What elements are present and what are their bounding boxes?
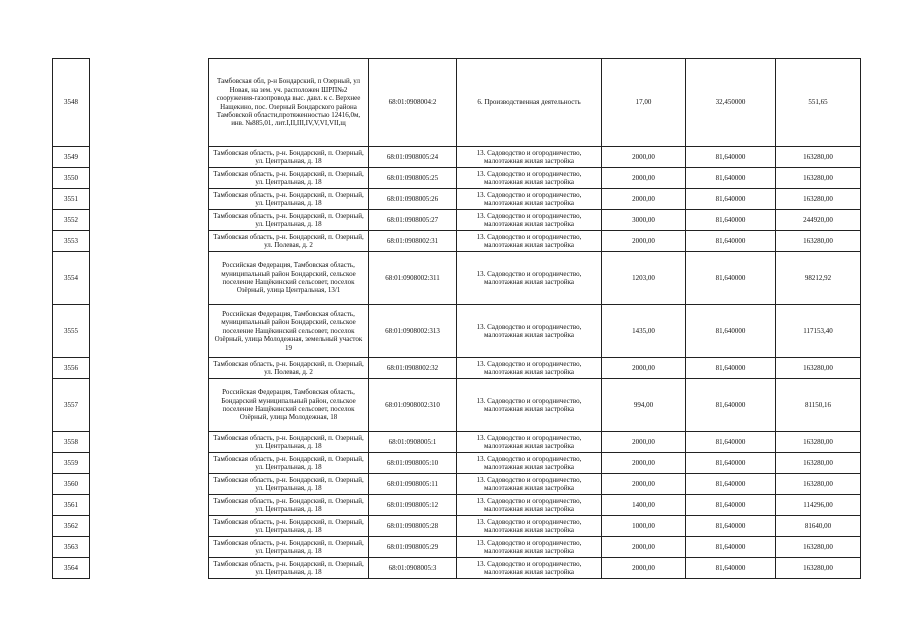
rate-cell: 81,640000	[686, 231, 776, 252]
cadastral-value-cell: 163280,00	[776, 189, 861, 210]
address-cell: Тамбовская область, р-н. Бондарский, п. Озерный, ул. Центральная, д. 18	[209, 558, 369, 579]
land-use-cell: 13. Садоводство и огородничество, малоэтажная жилая застройка	[457, 210, 602, 231]
rate-cell: 81,640000	[686, 252, 776, 305]
area-cell: 2000,00	[602, 189, 686, 210]
cadastral-value-cell: 81640,00	[776, 516, 861, 537]
cadastral-number-cell: 68:01:0908005:1	[369, 432, 457, 453]
row-number: 3554	[53, 252, 90, 305]
cadastral-number-cell: 68:01:0908005:10	[369, 453, 457, 474]
cadastral-value-cell: 244920,00	[776, 210, 861, 231]
table-body	[53, 59, 861, 579]
table-row	[53, 358, 861, 379]
rate-cell: 81,640000	[686, 379, 776, 432]
row-number: 3550	[53, 168, 90, 189]
rate-cell: 81,640000	[686, 305, 776, 358]
row-number: 3564	[53, 558, 90, 579]
table-row	[53, 379, 861, 432]
area-cell: 2000,00	[602, 358, 686, 379]
empty-column	[90, 252, 209, 305]
cadastral-value-cell: 163280,00	[776, 537, 861, 558]
cadastral-value-cell: 163280,00	[776, 147, 861, 168]
rate-cell: 81,640000	[686, 537, 776, 558]
empty-column	[90, 558, 209, 579]
rate-cell: 81,640000	[686, 474, 776, 495]
address-cell: Тамбовская область, р-н. Бондарский, п. Озерный, ул. Центральная, д. 18	[209, 537, 369, 558]
empty-column	[90, 358, 209, 379]
rate-cell: 81,640000	[686, 168, 776, 189]
land-use-cell: 13. Садоводство и огородничество, малоэтажная жилая застройка	[457, 305, 602, 358]
area-cell: 994,00	[602, 379, 686, 432]
cadastral-value-cell: 81150,16	[776, 379, 861, 432]
address-cell: Тамбовская область, р-н. Бондарский, п. Озерный, ул. Центральная, д. 18	[209, 432, 369, 453]
address-cell: Российская Федерация, Тамбовская область, Бондарский муниципальный район, сельское поселение Нащёкинский сельсовет, поселок Озёрный, улица Молодежная, 18	[209, 379, 369, 432]
cadastral-number-cell: 68:01:0908002:31	[369, 231, 457, 252]
land-use-cell: 13. Садоводство и огородничество, малоэтажная жилая застройка	[457, 516, 602, 537]
table-row	[53, 474, 861, 495]
area-cell: 2000,00	[602, 168, 686, 189]
row-number: 3553	[53, 231, 90, 252]
cadastral-value-cell: 163280,00	[776, 453, 861, 474]
rate-cell: 81,640000	[686, 558, 776, 579]
cadastral-number-cell: 68:01:0908002:32	[369, 358, 457, 379]
land-use-cell: 6. Производственная деятельность	[457, 59, 602, 147]
land-use-cell: 13. Садоводство и огородничество, малоэтажная жилая застройка	[457, 474, 602, 495]
rate-cell: 81,640000	[686, 147, 776, 168]
cadastral-number-cell: 68:01:0908002:313	[369, 305, 457, 358]
cadastral-number-cell: 68:01:0908004:2	[369, 59, 457, 147]
area-cell: 3000,00	[602, 210, 686, 231]
empty-column	[90, 231, 209, 252]
rate-cell: 81,640000	[686, 432, 776, 453]
land-use-cell: 13. Садоводство и огородничество, малоэтажная жилая застройка	[457, 189, 602, 210]
address-cell: Тамбовская область, р-н. Бондарский, п. Озерный, ул. Центральная, д. 18	[209, 516, 369, 537]
area-cell: 2000,00	[602, 147, 686, 168]
table-row	[53, 189, 861, 210]
address-cell: Тамбовская область, р-н. Бондарский, п. Озерный, ул. Центральная, д. 18	[209, 453, 369, 474]
address-cell: Тамбовская область, р-н. Бондарский, п. Озерный, ул. Центральная, д. 18	[209, 147, 369, 168]
empty-column	[90, 453, 209, 474]
row-number: 3548	[53, 59, 90, 147]
table-row	[53, 432, 861, 453]
row-number: 3555	[53, 305, 90, 358]
cadastral-number-cell: 68:01:0908005:28	[369, 516, 457, 537]
address-cell: Тамбовская область, р-н. Бондарский, п. Озерный, ул. Полевая, д. 2	[209, 358, 369, 379]
address-cell: Тамбовская область, р-н. Бондарский, п. Озерный, ул. Центральная, д. 18	[209, 210, 369, 231]
table-row	[53, 168, 861, 189]
rate-cell: 81,640000	[686, 358, 776, 379]
land-use-cell: 13. Садоводство и огородничество, малоэтажная жилая застройка	[457, 379, 602, 432]
table-row	[53, 453, 861, 474]
land-use-cell: 13. Садоводство и огородничество, малоэтажная жилая застройка	[457, 495, 602, 516]
empty-column	[90, 189, 209, 210]
row-number: 3557	[53, 379, 90, 432]
table-row	[53, 305, 861, 358]
land-use-cell: 13. Садоводство и огородничество, малоэтажная жилая застройка	[457, 231, 602, 252]
empty-column	[90, 432, 209, 453]
area-cell: 2000,00	[602, 432, 686, 453]
rate-cell: 81,640000	[686, 210, 776, 231]
table-row	[53, 252, 861, 305]
table-row	[53, 537, 861, 558]
rate-cell: 81,640000	[686, 516, 776, 537]
row-number: 3560	[53, 474, 90, 495]
table-row	[53, 59, 861, 147]
table-row	[53, 558, 861, 579]
address-cell: Тамбовская область, р-н. Бондарский, п. Озерный, ул. Полевая, д. 2	[209, 231, 369, 252]
area-cell: 2000,00	[602, 231, 686, 252]
cadastral-number-cell: 68:01:0908005:24	[369, 147, 457, 168]
table-row	[53, 231, 861, 252]
area-cell: 2000,00	[602, 537, 686, 558]
land-registry-table	[52, 58, 861, 579]
land-use-cell: 13. Садоводство и огородничество, малоэтажная жилая застройка	[457, 252, 602, 305]
cadastral-number-cell: 68:01:0908002:311	[369, 252, 457, 305]
cadastral-number-cell: 68:01:0908005:3	[369, 558, 457, 579]
row-number: 3549	[53, 147, 90, 168]
empty-column	[90, 516, 209, 537]
rate-cell: 81,640000	[686, 189, 776, 210]
cadastral-value-cell: 163280,00	[776, 558, 861, 579]
area-cell: 17,00	[602, 59, 686, 147]
land-use-cell: 13. Садоводство и огородничество, малоэтажная жилая застройка	[457, 432, 602, 453]
rate-cell: 81,640000	[686, 495, 776, 516]
row-number: 3562	[53, 516, 90, 537]
table-row	[53, 210, 861, 231]
land-use-cell: 13. Садоводство и огородничество, малоэтажная жилая застройка	[457, 168, 602, 189]
empty-column	[90, 379, 209, 432]
area-cell: 2000,00	[602, 474, 686, 495]
table-row	[53, 516, 861, 537]
empty-column	[90, 147, 209, 168]
address-cell: Тамбовская область, р-н. Бондарский, п. Озерный, ул. Центральная, д. 18	[209, 168, 369, 189]
empty-column	[90, 59, 209, 147]
cadastral-value-cell: 163280,00	[776, 231, 861, 252]
address-cell: Тамбовская область, р-н. Бондарский, п. Озерный, ул. Центральная, д. 18	[209, 189, 369, 210]
cadastral-number-cell: 68:01:0908005:27	[369, 210, 457, 231]
cadastral-value-cell: 551,65	[776, 59, 861, 147]
land-use-cell: 13. Садоводство и огородничество, малоэтажная жилая застройка	[457, 537, 602, 558]
area-cell: 1203,00	[602, 252, 686, 305]
area-cell: 1400,00	[602, 495, 686, 516]
row-number: 3556	[53, 358, 90, 379]
empty-column	[90, 537, 209, 558]
cadastral-value-cell: 163280,00	[776, 474, 861, 495]
cadastral-number-cell: 68:01:0908005:12	[369, 495, 457, 516]
address-cell: Тамбовская обл, р-н Бондарский, п Озерный, ул Новая, на зем. уч. расположен ШРП№2 сооружения-газопровода выс. давл. к с. Верхнее Нащекино, пос. Озерный Бондарского района Тамбовской области,протяженностью 12416,0м, инв. №885,01, лит.I,II,III,IV,V,VI,VII,щ	[209, 59, 369, 147]
empty-column	[90, 495, 209, 516]
land-use-cell: 13. Садоводство и огородничество, малоэтажная жилая застройка	[457, 147, 602, 168]
row-number: 3552	[53, 210, 90, 231]
empty-column	[90, 210, 209, 231]
area-cell: 1000,00	[602, 516, 686, 537]
cadastral-number-cell: 68:01:0908002:310	[369, 379, 457, 432]
cadastral-value-cell: 117153,40	[776, 305, 861, 358]
cadastral-number-cell: 68:01:0908005:11	[369, 474, 457, 495]
land-use-cell: 13. Садоводство и огородничество, малоэтажная жилая застройка	[457, 558, 602, 579]
address-cell: Российская Федерация, Тамбовская область, муниципальный район Бондарский, сельское поселение Нащёкинский сельсовет, поселок Озёрный, улица Центральная, 13/1	[209, 252, 369, 305]
address-cell: Тамбовская область, р-н. Бондарский, п. Озерный, ул. Центральная, д. 18	[209, 474, 369, 495]
empty-column	[90, 168, 209, 189]
row-number: 3563	[53, 537, 90, 558]
row-number: 3558	[53, 432, 90, 453]
table-row	[53, 147, 861, 168]
cadastral-value-cell: 163280,00	[776, 432, 861, 453]
empty-column	[90, 474, 209, 495]
cadastral-value-cell: 163280,00	[776, 168, 861, 189]
area-cell: 1435,00	[602, 305, 686, 358]
address-cell: Тамбовская область, р-н. Бондарский, п. Озерный, ул. Центральная, д. 18	[209, 495, 369, 516]
row-number: 3551	[53, 189, 90, 210]
table-row	[53, 495, 861, 516]
rate-cell: 81,640000	[686, 453, 776, 474]
row-number: 3559	[53, 453, 90, 474]
row-number: 3561	[53, 495, 90, 516]
address-cell: Российская Федерация, Тамбовская область, муниципальный район Бондарский, сельское поселение Нащёкинский сельсовет, поселок Озёрный, улица Молодежная, земельный участок 19	[209, 305, 369, 358]
cadastral-value-cell: 114296,00	[776, 495, 861, 516]
cadastral-value-cell: 98212,92	[776, 252, 861, 305]
cadastral-value-cell: 163280,00	[776, 358, 861, 379]
rate-cell: 32,450000	[686, 59, 776, 147]
cadastral-number-cell: 68:01:0908005:25	[369, 168, 457, 189]
area-cell: 2000,00	[602, 558, 686, 579]
cadastral-number-cell: 68:01:0908005:26	[369, 189, 457, 210]
land-use-cell: 13. Садоводство и огородничество, малоэтажная жилая застройка	[457, 453, 602, 474]
cadastral-number-cell: 68:01:0908005:29	[369, 537, 457, 558]
area-cell: 2000,00	[602, 453, 686, 474]
land-use-cell: 13. Садоводство и огородничество, малоэтажная жилая застройка	[457, 358, 602, 379]
empty-column	[90, 305, 209, 358]
